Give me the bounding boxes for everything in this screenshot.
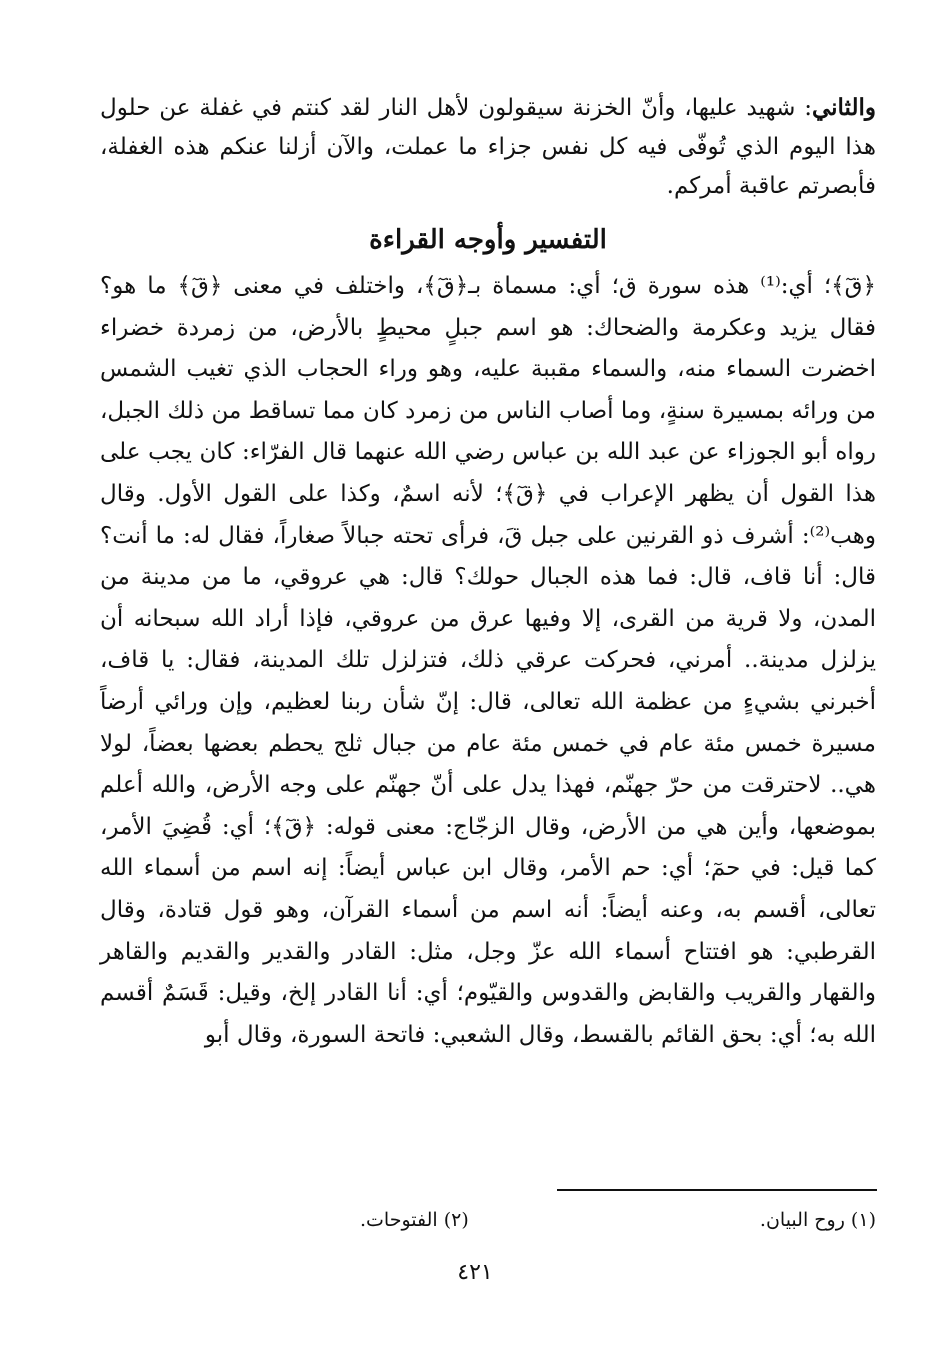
intro-paragraph — [100, 88, 876, 206]
footnote-2: (٢) الفتوحات. — [360, 1209, 469, 1231]
intro-lead-word: والثاني — [811, 94, 876, 121]
body-paragraph: ﴿قٓ﴾؛ أي:⁽¹⁾ هذه سورة ق؛ أي: مسماة بـ﴿قٓ﴾، واختلف في معنى ﴿قٓ﴾ ما هو؟ فقال يزيد وعكرمة والضحاك: هو اسم جبلٍ محيطٍ بالأرض، من زمردة خضراء اخضرت السماء منه، والسماء مقببة عليه، وهو وراء الحجاب الذي تغيب الشمس من ورائه بمسيرة سنةٍ، وما أصاب الناس من زمرد كان مما تساقط من ذلك الجبل، رواه أبو الجوزاء عن عبد الله بن عباس رضي الله عنهما قال الفرّاء: كان يجب على هذا القول أن يظهر الإعراب في ﴿قٓ﴾؛ لأنه اسمٌ، وكذا على القول الأول. وقال وهب⁽²⁾: أشرف ذو القرنين على جبل قَ، فرأى تحته جبالاً صغاراً، فقال له: ما أنت؟ قال: أنا قاف، قال: فما هذه الجبال حولك؟ قال: هي عروقي، ما من مدينة من المدن، ولا قرية من القرى، إلا وفيها عرق من عروقي، فإذا أراد الله سبحانه أن يزلزل مدينة.. أمرني، فحركت عرقي ذلك، فتزلزل تلك المدينة، فقال: يا قاف، أخبرني بشيءٍ من عظمة الله تعالى، قال: إنّ شأن ربنا لعظيم، وإن ورائي أرضاً مسيرة خمس مئة عام في خمس مئة عام من جبال ثلج يحطم بعضها بعضاً، لولا هي.. لاحترقت من حرّ جهنّم، فهذا يدل على أنّ جهنّم على وجه الأرض، والله أعلم بموضعها، وأين هي من الأرض، وقال الزجّاج: معنى قوله: ﴿قٓ﴾؛ أي: قُضِيَ الأمر، كما قيل: في حمٓ؛ أي: حم الأمر، وقال ابن عباس أيضاً: إنه اسم من أسماء الله تعالى، أقسم به، وعنه أيضاً: أنه اسم من أسماء القرآن، وهو قول قتادة، وقال القرطبي: هو افتتاح أسماء الله عزّ وجل، مثل: القادر والقدير والقديم والقاهر والقهار والقريب والقابض والقدوس والقيّوم؛ أي: أنا القادر إلخ، وقيل: قَسَمٌ أقسم الله به؛ أي: بحق القائم بالقسط، وقال الشعبي: فاتحة السورة، وقال أبو — [100, 273, 876, 1048]
page-number: ٤٢١ — [457, 1260, 493, 1285]
section-heading: التفسير وأوجه القراءة — [369, 225, 607, 255]
intro-text: : شهيد عليها، وأنّ الخزنة سيقولون لأهل النار لقد كنتم في غفلة عن حلول هذا اليوم الذي تُوفّى فيه كل نفس جزاء ما عملت، والآن أزلنا عنكم هذه الغفلة، فأبصرتم عاقبة أمركم. — [100, 95, 876, 199]
footnotes — [320, 1206, 876, 1234]
footnote-divider — [557, 1189, 877, 1191]
page-content — [100, 88, 876, 1056]
footnote-1: (١) روح البيان. — [759, 1209, 876, 1231]
